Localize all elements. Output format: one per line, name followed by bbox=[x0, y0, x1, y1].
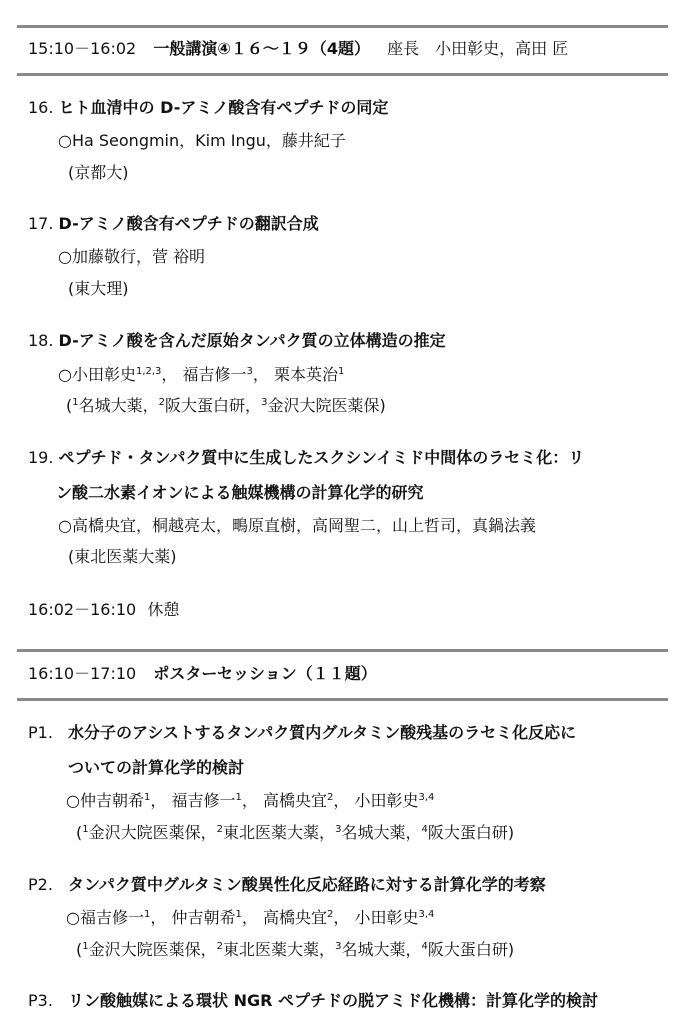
talk-title: D-アミノ酸含有ペプチドの翻訳合成 bbox=[58, 214, 319, 233]
talk-16-authors: ○Ha Seongmin，Kim Ingu，藤井紀子 bbox=[58, 131, 346, 150]
session1-top-rule bbox=[17, 25, 668, 28]
poster-p3-title-line bbox=[28, 990, 598, 1012]
poster-number: P3. bbox=[28, 991, 53, 1010]
break-line bbox=[28, 599, 179, 621]
session2-title: ポスターセッション（１１題） bbox=[153, 664, 377, 683]
poster-p1-affiliation: ($^1$金沢大院医薬保，$^2$東北医薬大薬，$^3$名城大薬，$^4$阪大蛋白研) bbox=[76, 823, 515, 842]
poster-p1-title-line bbox=[28, 722, 576, 744]
break-time: 16:02－16:10 bbox=[28, 600, 137, 619]
break-label: 休憩 bbox=[147, 600, 180, 619]
talk-number: 18. bbox=[28, 331, 54, 350]
talk-title: D-アミノ酸を含んだ原始タンパク質の立体構造の推定 bbox=[58, 331, 446, 350]
talk-19-title-continued: ン酸二水素イオンによる触媒機構の計算化学的研究 bbox=[56, 483, 424, 502]
talk-number: 16. bbox=[28, 98, 54, 117]
talk-19-title-line bbox=[28, 447, 584, 469]
session1-header bbox=[28, 38, 568, 60]
poster-title: リン酸触媒による環状 NGR ペプチドの脱アミド化機構：計算化学的検討 bbox=[68, 991, 598, 1010]
session2-time: 16:10－17:10 bbox=[28, 664, 137, 683]
talk-number: 19. bbox=[28, 448, 54, 467]
talk-18-affiliation: ($^1$名城大薬，$^2$阪大蛋白研，$^3$金沢大院医薬保) bbox=[66, 396, 386, 415]
talk-17-title-line bbox=[28, 213, 319, 235]
poster-number: P2. bbox=[28, 875, 53, 894]
talk-19-affiliation: (東北医薬大薬) bbox=[68, 547, 177, 566]
session2-top-rule bbox=[17, 649, 668, 652]
poster-number: P1. bbox=[28, 723, 53, 742]
talk-17-authors: ○加藤敬行，菅 裕明 bbox=[58, 247, 206, 266]
session1-time: 15:10－16:02 bbox=[28, 39, 137, 58]
session1-bottom-rule bbox=[17, 73, 668, 76]
talk-title: ヒト血清中の D-アミノ酸含有ペプチドの同定 bbox=[58, 98, 389, 117]
talk-18-title-line bbox=[28, 330, 446, 352]
talk-16-affiliation: (京都大) bbox=[68, 163, 129, 182]
talk-16-title-line bbox=[28, 97, 388, 119]
poster-p1-title-continued: ついての計算化学的検討 bbox=[68, 758, 245, 777]
poster-title: タンパク質中グルタミン酸異性化反応経路に対する計算化学的考察 bbox=[68, 875, 546, 894]
session1-title: 一般講演④１６～１９（4題） bbox=[153, 39, 371, 58]
talk-17-affiliation: (東大理) bbox=[68, 279, 129, 298]
talk-number: 17. bbox=[28, 214, 54, 233]
session1-chair: 座長 小田彰史，高田 匠 bbox=[387, 39, 569, 58]
poster-p2-affiliation: ($^1$金沢大院医薬保，$^2$東北医薬大薬，$^3$名城大薬，$^4$阪大蛋白研) bbox=[76, 940, 515, 959]
poster-title: 水分子のアシストするタンパク質内グルタミン酸残基のラセミ化反応に bbox=[68, 723, 577, 742]
talk-19-authors: ○高橋央宜，桐越亮太，鴫原直樹，高岡聖二，山上哲司，真鍋法義 bbox=[58, 516, 536, 535]
poster-p2-authors: ○福吉修一$^1$， 仲吉朝希$^1$， 高橋央宜$^2$， 小田彰史$^{3,4}$ bbox=[66, 908, 435, 927]
poster-p1-authors: ○仲吉朝希$^1$， 福吉修一$^1$， 高橋央宜$^2$， 小田彰史$^{3,4}$ bbox=[66, 791, 435, 810]
talk-18-authors: ○小田彰史$^{1,2,3}$， 福吉修一$^3$， 栗本英治$^1$ bbox=[58, 365, 345, 384]
poster-p2-title-line bbox=[28, 874, 546, 896]
session2-bottom-rule bbox=[17, 698, 668, 701]
talk-title: ペプチド・タンパク質中に生成したスクシンイミド中間体のラセミ化：リ bbox=[58, 448, 585, 467]
session2-header bbox=[28, 663, 377, 685]
